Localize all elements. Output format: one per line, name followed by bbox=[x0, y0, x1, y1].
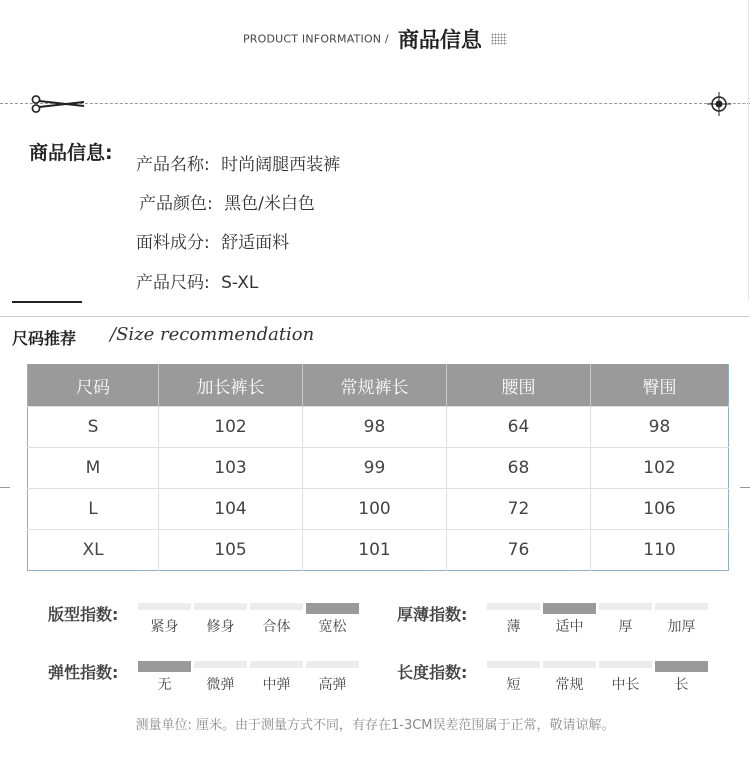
dashed-cut-line-end bbox=[728, 103, 750, 104]
scissors-icon bbox=[30, 95, 86, 113]
table-cell: XL bbox=[28, 530, 159, 571]
edge-mark-right bbox=[740, 487, 750, 488]
scale-option bbox=[599, 661, 652, 694]
product-fabric-row bbox=[136, 228, 289, 253]
table-cell: 102 bbox=[591, 448, 729, 489]
info-value: 舒适面料 bbox=[221, 233, 290, 253]
column-header: 尺码 bbox=[28, 364, 159, 407]
table-cell: L bbox=[28, 489, 159, 530]
product-info-label: 商品信息: bbox=[29, 142, 113, 164]
scale-option bbox=[543, 603, 596, 636]
scale-option-label: 短 bbox=[506, 677, 521, 693]
info-key: 面料成分: bbox=[136, 233, 210, 253]
column-header: 腰围 bbox=[447, 364, 591, 407]
scale-option-label: 微弹 bbox=[206, 677, 235, 693]
table-cell: 106 bbox=[591, 489, 729, 530]
table-row bbox=[28, 489, 729, 530]
fit-index-scale bbox=[138, 603, 362, 636]
elasticity-index-scale bbox=[138, 661, 362, 694]
info-key: 产品名称: bbox=[136, 155, 210, 175]
table-row bbox=[28, 448, 729, 489]
column-header: 臀围 bbox=[591, 364, 729, 407]
scale-option bbox=[194, 661, 247, 694]
scale-option-label: 无 bbox=[157, 677, 172, 693]
info-value: 时尚阔腿西装裤 bbox=[221, 155, 341, 175]
column-header: 加长裤长 bbox=[159, 364, 303, 407]
scale-option bbox=[543, 661, 596, 694]
scale-option bbox=[487, 603, 540, 636]
scale-option-label: 修身 bbox=[206, 619, 235, 635]
scale-option bbox=[599, 603, 652, 636]
scale-option bbox=[655, 603, 708, 636]
table-cell: 104 bbox=[159, 489, 303, 530]
product-color-row bbox=[139, 189, 315, 214]
section-divider bbox=[0, 316, 750, 317]
thickness-index-label: 厚薄指数: bbox=[397, 605, 468, 624]
scale-option-label: 紧身 bbox=[150, 619, 179, 635]
target-icon bbox=[707, 92, 731, 116]
size-section-subtitle: /Size recommendation bbox=[110, 324, 315, 345]
table-cell: 98 bbox=[303, 407, 447, 448]
fit-index-label: 版型指数: bbox=[48, 605, 119, 624]
column-header: 常规裤长 bbox=[303, 364, 447, 407]
info-key: 产品颜色: bbox=[139, 194, 213, 214]
table-header-row bbox=[28, 364, 729, 407]
table-cell: 105 bbox=[159, 530, 303, 571]
edge-mark-left bbox=[0, 487, 10, 488]
table-cell: 68 bbox=[447, 448, 591, 489]
table-cell: 76 bbox=[447, 530, 591, 571]
product-name-row bbox=[136, 150, 340, 175]
scale-option-label: 常规 bbox=[555, 677, 584, 693]
table-cell: 110 bbox=[591, 530, 729, 571]
scale-option-label: 适中 bbox=[555, 619, 584, 635]
size-table bbox=[27, 364, 729, 571]
table-cell: S bbox=[28, 407, 159, 448]
section-header bbox=[0, 24, 750, 60]
dashed-cut-line bbox=[0, 103, 712, 104]
table-cell: 103 bbox=[159, 448, 303, 489]
table-cell: 101 bbox=[303, 530, 447, 571]
scale-option bbox=[138, 603, 191, 636]
table-row bbox=[28, 407, 729, 448]
dots-decoration-icon bbox=[491, 33, 507, 45]
scale-option-label: 中长 bbox=[611, 677, 640, 693]
section-divider-accent bbox=[12, 301, 82, 303]
length-index-label: 长度指数: bbox=[397, 663, 468, 682]
table-cell: 64 bbox=[447, 407, 591, 448]
scale-option-label: 高弹 bbox=[318, 677, 347, 693]
scale-option bbox=[487, 661, 540, 694]
scale-option bbox=[250, 661, 303, 694]
size-section-title: 尺码推荐 bbox=[12, 329, 77, 348]
info-key: 产品尺码: bbox=[136, 273, 210, 293]
scale-option bbox=[250, 603, 303, 636]
scale-option bbox=[306, 661, 359, 694]
scale-option bbox=[194, 603, 247, 636]
scale-option-label: 加厚 bbox=[667, 619, 696, 635]
info-value: 黑色/米白色 bbox=[224, 194, 315, 214]
scale-option-label: 薄 bbox=[506, 619, 521, 635]
product-size-row bbox=[136, 268, 258, 293]
header-subtitle-en: PRODUCT INFORMATION / bbox=[242, 32, 389, 46]
scale-option-label: 长 bbox=[674, 677, 689, 693]
scale-option-label: 宽松 bbox=[318, 619, 347, 635]
scale-option bbox=[138, 661, 191, 694]
table-cell: 99 bbox=[303, 448, 447, 489]
thickness-index-scale bbox=[487, 603, 711, 636]
scale-option-label: 合体 bbox=[262, 619, 291, 635]
length-index-scale bbox=[487, 661, 711, 694]
scale-option-label: 厚 bbox=[618, 619, 633, 635]
elasticity-index-label: 弹性指数: bbox=[48, 663, 119, 682]
scale-option-label: 中弹 bbox=[262, 677, 291, 693]
table-cell: 102 bbox=[159, 407, 303, 448]
table-cell: 72 bbox=[447, 489, 591, 530]
table-row bbox=[28, 530, 729, 571]
table-cell: 100 bbox=[303, 489, 447, 530]
scale-option bbox=[655, 661, 708, 694]
scale-option bbox=[306, 603, 359, 636]
info-value: S-XL bbox=[221, 273, 259, 293]
measurement-note: 测量单位: 厘米。由于测量方式不同，有存在1-3CM误差范围属于正常，敬请谅解。 bbox=[135, 718, 615, 733]
header-title: 商品信息 bbox=[397, 28, 482, 52]
table-cell: 98 bbox=[591, 407, 729, 448]
table-cell: M bbox=[28, 448, 159, 489]
edge-line-right bbox=[748, 0, 749, 300]
